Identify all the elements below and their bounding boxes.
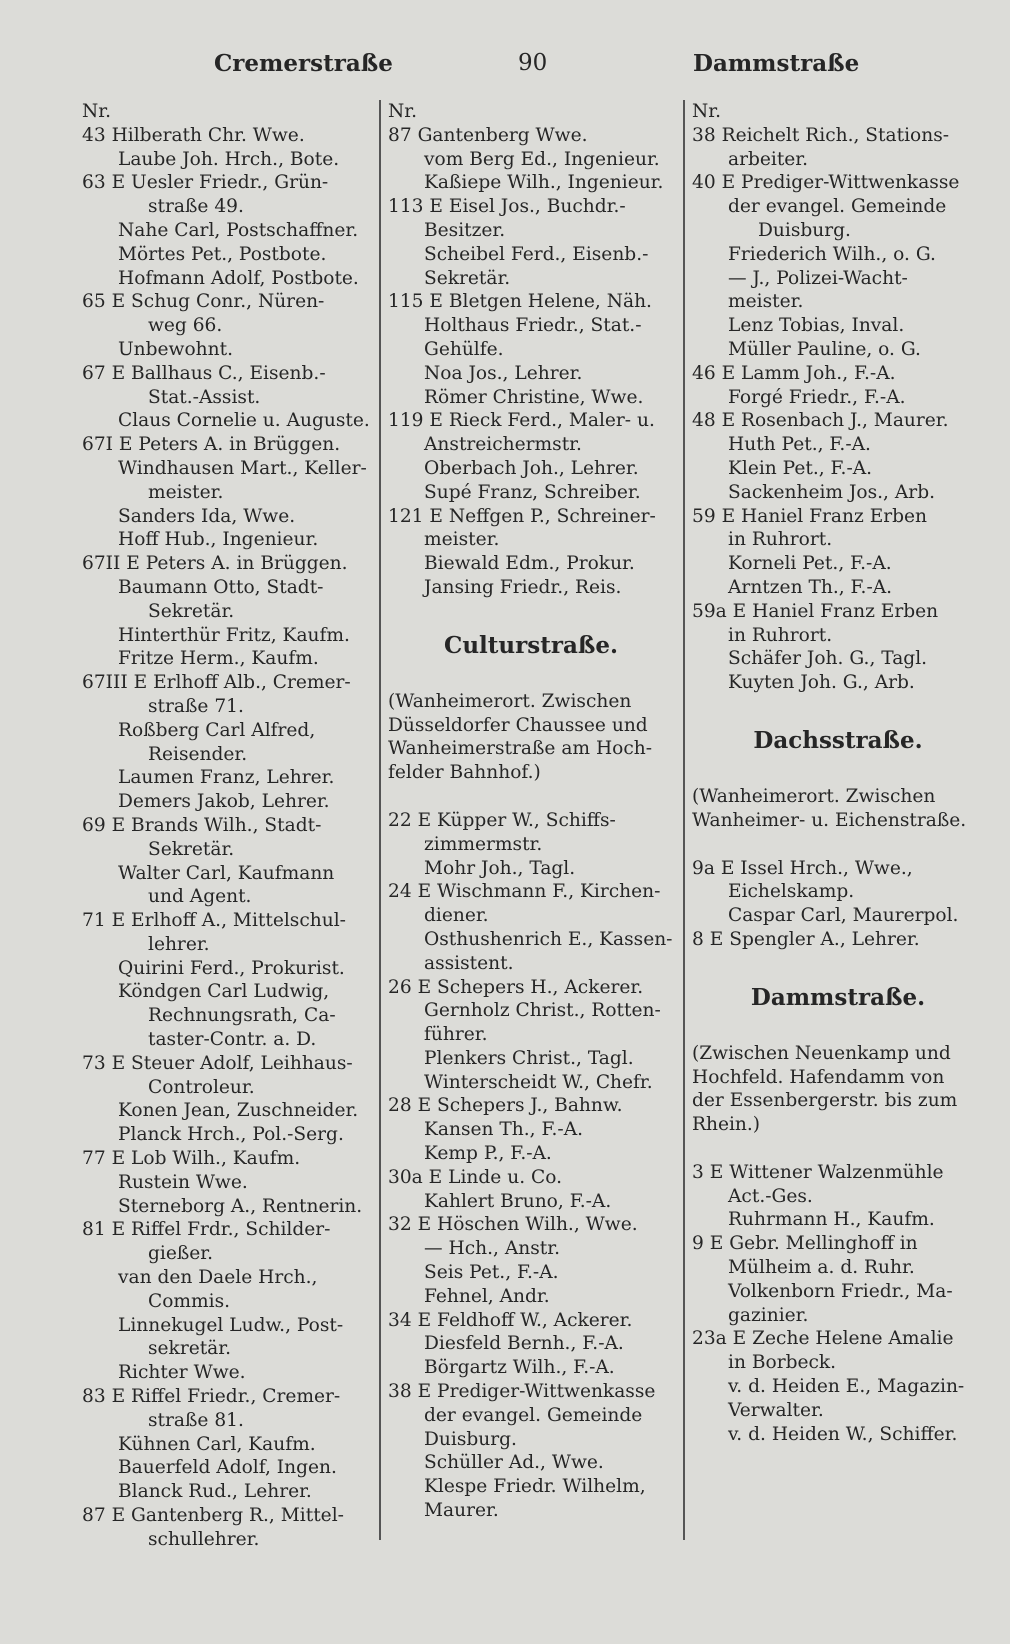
entry-line: 83 E Riffel Friedr., Cremer- bbox=[82, 1386, 341, 1408]
entry-line: Düsseldorfer Chaussee und bbox=[388, 714, 648, 736]
entry-line: Börgartz Wilh., F.-A. bbox=[424, 1357, 615, 1379]
entry-line: Sanders Ida, Wwe. bbox=[118, 505, 296, 527]
entry-line: Huth Pet., F.-A. bbox=[728, 434, 871, 456]
entry-line: arbeiter. bbox=[728, 148, 809, 170]
entry-line: meister. bbox=[424, 529, 500, 551]
entry-line: Kansen Th., F.-A. bbox=[424, 1119, 584, 1141]
entry-line: 23a E Zeche Helene Amalie bbox=[692, 1328, 954, 1350]
entry-line: Stat.-Assist. bbox=[148, 386, 261, 408]
entry-line: 77 E Lob Wilh., Kaufm. bbox=[82, 1148, 301, 1170]
entry-line: Nahe Carl, Postschaffner. bbox=[118, 219, 359, 241]
entry-line: 63 E Uesler Friedr., Grün- bbox=[82, 172, 329, 194]
column-3 bbox=[692, 100, 984, 1446]
entry-line: schullehrer. bbox=[148, 1528, 260, 1550]
entry-line: 38 E Prediger-Wittwenkasse bbox=[388, 1381, 656, 1403]
entry-line: Köndgen Carl Ludwig, bbox=[118, 981, 330, 1003]
culturstrasse-entries bbox=[388, 809, 674, 1523]
entry-line: gazinier. bbox=[728, 1304, 809, 1326]
entry-line: Klein Pet., F.-A. bbox=[728, 457, 873, 479]
entry-line: Fritze Herm., Kaufm. bbox=[118, 648, 319, 670]
entry-line: 67 E Ballhaus C., Eisenb.- bbox=[82, 362, 326, 384]
entry-line: Besitzer. bbox=[424, 219, 506, 241]
entry-line: Act.-Ges. bbox=[728, 1185, 813, 1207]
entry-line: Walter Carl, Kaufmann bbox=[118, 862, 335, 884]
entry-line: 71 E Erlhoff A., Mittelschul- bbox=[82, 910, 346, 932]
entry-line: Unbewohnt. bbox=[118, 338, 233, 360]
entry-line: Diesfeld Bernh., F.-A. bbox=[424, 1333, 624, 1355]
entry-line: 113 E Eisel Jos., Buchdr.- bbox=[388, 196, 626, 218]
column-rule bbox=[379, 100, 381, 1540]
entry-line: Holthaus Friedr., Stat.- bbox=[424, 315, 642, 337]
entry-line: in Ruhrort. bbox=[728, 529, 833, 551]
entry-line: Oberbach Joh., Lehrer. bbox=[424, 457, 639, 479]
entry-line: Duisburg. bbox=[424, 1428, 517, 1450]
entry-line: 121 E Neffgen P., Schreiner- bbox=[388, 505, 656, 527]
entry-line: führer. bbox=[424, 1024, 488, 1046]
entry-line: straße 81. bbox=[148, 1409, 244, 1431]
entry-line: Kemp P., F.-A. bbox=[424, 1143, 552, 1165]
entry-line: Blanck Rud., Lehrer. bbox=[118, 1481, 312, 1503]
entry-line: Forgé Friedr., F.-A. bbox=[728, 386, 906, 408]
entry-line: der evangel. Gemeinde bbox=[728, 196, 947, 218]
entry-line: taster-Contr. a. D. bbox=[148, 1029, 317, 1051]
entry-line: Claus Cornelie u. Auguste. bbox=[118, 410, 370, 432]
cremerstrasse-continued bbox=[388, 100, 674, 600]
entry-line: Seis Pet., F.-A. bbox=[424, 1262, 559, 1284]
dachsstrasse-entries bbox=[692, 857, 984, 952]
entry-line: Jansing Friedr., Reis. bbox=[424, 576, 622, 598]
entry-line: Nr. bbox=[388, 101, 418, 122]
entry-line: Ruhrmann H., Kaufm. bbox=[728, 1209, 935, 1231]
entry-line: Rechnungsrath, Ca- bbox=[148, 1005, 336, 1027]
entry-line: 24 E Wischmann F., Kirchen- bbox=[388, 881, 661, 903]
entry-line: Kaßiepe Wilh., Ingenieur. bbox=[424, 172, 664, 194]
entry-line: straße 49. bbox=[148, 196, 244, 218]
entry-line: Sekretär. bbox=[148, 838, 235, 860]
entry-line: 48 E Rosenbach J., Maurer. bbox=[692, 410, 949, 432]
entry-line: Commis. bbox=[148, 1290, 231, 1312]
entry-line: 32 E Höschen Wilh., Wwe. bbox=[388, 1214, 638, 1236]
entry-line: Nr. bbox=[692, 101, 722, 122]
entry-line: Korneli Pet., F.-A. bbox=[728, 553, 892, 575]
entry-line: 22 E Küpper W., Schiffs- bbox=[388, 809, 616, 831]
entry-line: meister. bbox=[728, 291, 804, 313]
entry-line: Roßberg Carl Alfred, bbox=[118, 719, 316, 741]
dammstrasse-continued bbox=[692, 100, 984, 695]
entry-line: 26 E Schepers H., Ackerer. bbox=[388, 976, 644, 998]
entry-line: Baumann Otto, Stadt- bbox=[118, 576, 324, 598]
column-2 bbox=[388, 100, 674, 1523]
entry-line: Windhausen Mart., Keller- bbox=[118, 457, 367, 479]
section-title-dachsstrasse: Dachsstraße. bbox=[753, 726, 923, 754]
entry-line: Mülheim a. d. Ruhr. bbox=[728, 1257, 915, 1279]
entry-line: 65 E Schug Conr., Nüren- bbox=[82, 291, 325, 313]
entry-line: und Agent. bbox=[148, 886, 252, 908]
entry-line: Caspar Carl, Maurerpol. bbox=[728, 905, 959, 927]
running-header-right: Dammstraße bbox=[693, 50, 860, 77]
entry-line: zimmermstr. bbox=[424, 833, 543, 855]
entry-line: Winterscheidt W., Chefr. bbox=[424, 1071, 653, 1093]
entry-line: Römer Christine, Wwe. bbox=[424, 386, 644, 408]
entry-line: Supé Franz, Schreiber. bbox=[424, 481, 641, 503]
entry-line: 59a E Haniel Franz Erben bbox=[692, 600, 939, 622]
entry-line: Demers Jakob, Lehrer. bbox=[118, 791, 330, 813]
entry-line: straße 71. bbox=[148, 695, 244, 717]
entry-line: v. d. Heiden E., Magazin- bbox=[728, 1376, 965, 1398]
entry-line: gießer. bbox=[148, 1243, 214, 1265]
entry-line: Mörtes Pet., Postbote. bbox=[118, 243, 327, 265]
entry-line: Lenz Tobias, Inval. bbox=[728, 315, 905, 337]
entry-line: Laube Joh. Hrch., Bote. bbox=[118, 148, 340, 170]
section-description bbox=[692, 1042, 984, 1137]
entry-line: Osthushenrich E., Kassen- bbox=[424, 928, 673, 950]
entry-line: 119 E Rieck Ferd., Maler- u. bbox=[388, 410, 655, 432]
section-title-culturstrasse: Culturstraße. bbox=[444, 631, 618, 659]
entry-line: Müller Pauline, o. G. bbox=[728, 338, 921, 360]
entry-line: Volkenborn Friedr., Ma- bbox=[728, 1280, 953, 1302]
entry-line: Controleur. bbox=[148, 1076, 255, 1098]
entry-line: Eichelskamp. bbox=[728, 881, 855, 903]
entry-line: felder Bahnhof.) bbox=[388, 762, 541, 784]
entry-line: Wanheimerstraße am Hoch- bbox=[388, 738, 653, 760]
entry-line: Gehülfe. bbox=[424, 338, 504, 360]
entry-line: Klespe Friedr. Wilhelm, bbox=[424, 1476, 646, 1498]
entry-line: Fehnel, Andr. bbox=[424, 1285, 550, 1307]
section-description bbox=[388, 690, 674, 785]
entry-line: 34 E Feldhoff W., Ackerer. bbox=[388, 1309, 633, 1331]
entry-line: 28 E Schepers J., Bahnw. bbox=[388, 1095, 623, 1117]
entry-line: Arntzen Th., F.-A. bbox=[728, 576, 893, 598]
entry-line: Friederich Wilh., o. G. bbox=[728, 243, 936, 265]
entry-line: 9 E Gebr. Mellinghoff in bbox=[692, 1233, 918, 1255]
section-title-dammstrasse: Dammstraße. bbox=[750, 983, 926, 1011]
entry-line: in Ruhrort. bbox=[728, 624, 833, 646]
entry-line: 38 Reichelt Rich., Stations- bbox=[692, 124, 950, 146]
entry-line: 46 E Lamm Joh., F.-A. bbox=[692, 362, 896, 384]
entry-line: 81 E Riffel Frdr., Schilder- bbox=[82, 1219, 331, 1241]
entry-line: sekretär. bbox=[148, 1338, 232, 1360]
entry-line: Konen Jean, Zuschneider. bbox=[118, 1100, 359, 1122]
entry-line: (Wanheimerort. Zwischen bbox=[388, 690, 632, 712]
entry-line: lehrer. bbox=[148, 933, 210, 955]
entry-line: Schäfer Joh. G., Tagl. bbox=[728, 648, 928, 670]
entry-line: — Hch., Anstr. bbox=[424, 1238, 561, 1260]
entry-line: 9a E Issel Hrch., Wwe., bbox=[692, 857, 913, 879]
entry-line: Nr. bbox=[82, 101, 112, 122]
entry-line: Sekretär. bbox=[424, 267, 511, 289]
entry-line: Hinterthür Fritz, Kaufm. bbox=[118, 624, 350, 646]
entry-line: Rustein Wwe. bbox=[118, 1171, 248, 1193]
entry-line: Noa Jos., Lehrer. bbox=[424, 362, 583, 384]
entry-line: (Wanheimerort. Zwischen bbox=[692, 785, 936, 807]
entry-line: 67II E Peters A. in Brüggen. bbox=[82, 553, 348, 575]
entry-line: (Zwischen Neuenkamp und bbox=[692, 1042, 951, 1064]
entry-line: 40 E Prediger-Wittwenkasse bbox=[692, 172, 960, 194]
entry-line: Gernholz Christ., Rotten- bbox=[424, 1000, 661, 1022]
entry-line: Planck Hrch., Pol.-Serg. bbox=[118, 1124, 344, 1146]
entry-line: 69 E Brands Wilh., Stadt- bbox=[82, 814, 322, 836]
page-number: 90 bbox=[518, 50, 548, 76]
entry-line: Linnekugel Ludw., Post- bbox=[118, 1314, 344, 1336]
entry-line: 73 E Steuer Adolf, Leihhaus- bbox=[82, 1052, 353, 1074]
entry-line: 59 E Haniel Franz Erben bbox=[692, 505, 928, 527]
entry-line: Schüller Ad., Wwe. bbox=[424, 1452, 604, 1474]
section-description bbox=[692, 785, 984, 833]
entry-line: 30a E Linde u. Co. bbox=[388, 1166, 563, 1188]
entry-line: 8 E Spengler A., Lehrer. bbox=[692, 928, 920, 950]
entry-line: Hofmann Adolf, Postbote. bbox=[118, 267, 359, 289]
entry-line: diener. bbox=[424, 905, 489, 927]
entry-line: Laumen Franz, Lehrer. bbox=[118, 767, 335, 789]
entry-line: 87 Gantenberg Wwe. bbox=[388, 124, 588, 146]
entry-line: 87 E Gantenberg R., Mittel- bbox=[82, 1505, 344, 1527]
entry-line: 115 E Bletgen Helene, Näh. bbox=[388, 291, 652, 313]
entry-line: Sterneborg A., Rentnerin. bbox=[118, 1195, 363, 1217]
entry-line: — J., Polizei-Wacht- bbox=[728, 267, 908, 289]
dammstrasse-entries bbox=[692, 1161, 984, 1447]
entry-line: Richter Wwe. bbox=[118, 1362, 246, 1384]
entry-line: Wanheimer- u. Eichenstraße. bbox=[692, 809, 967, 831]
column-rule bbox=[683, 100, 685, 1540]
entry-line: assistent. bbox=[424, 952, 514, 974]
entry-line: Sackenheim Jos., Arb. bbox=[728, 481, 936, 503]
entry-line: Scheibel Ferd., Eisenb.- bbox=[424, 243, 649, 265]
entry-line: der evangel. Gemeinde bbox=[424, 1404, 643, 1426]
entry-line: Plenkers Christ., Tagl. bbox=[424, 1047, 634, 1069]
entry-line: Biewald Edm., Prokur. bbox=[424, 553, 635, 575]
entry-line: Quirini Ferd., Prokurist. bbox=[118, 957, 345, 979]
entry-line: weg 66. bbox=[148, 315, 223, 337]
entry-line: Duisburg. bbox=[758, 219, 851, 241]
entry-line: Rhein.) bbox=[692, 1114, 761, 1136]
entry-line: Mohr Joh., Tagl. bbox=[424, 857, 576, 879]
entry-line: der Essenbergerstr. bis zum bbox=[692, 1090, 958, 1112]
entry-line: in Borbeck. bbox=[728, 1352, 837, 1374]
entry-line: Bauerfeld Adolf, Ingen. bbox=[118, 1457, 337, 1479]
entry-line: Kühnen Carl, Kaufm. bbox=[118, 1433, 316, 1455]
entry-line: Anstreichermstr. bbox=[424, 434, 582, 456]
running-header-left: Cremerstraße bbox=[214, 50, 393, 77]
entry-line: Reisender. bbox=[148, 743, 248, 765]
entry-line: 43 Hilberath Chr. Wwe. bbox=[82, 124, 305, 146]
entry-line: 3 E Wittener Walzenmühle bbox=[692, 1161, 944, 1183]
entry-line: Hochfeld. Hafendamm von bbox=[692, 1066, 945, 1088]
entry-line: 67III E Erlhoff Alb., Cremer- bbox=[82, 672, 351, 694]
entry-line: v. d. Heiden W., Schiffer. bbox=[728, 1423, 958, 1445]
entry-line: Sekretär. bbox=[148, 600, 235, 622]
entry-line: Verwalter. bbox=[728, 1399, 824, 1421]
column-1 bbox=[82, 100, 372, 1552]
entry-line: Maurer. bbox=[424, 1500, 499, 1522]
entry-line: 67I E Peters A. in Brüggen. bbox=[82, 434, 341, 456]
entry-line: meister. bbox=[148, 481, 224, 503]
entry-line: Kahlert Bruno, F.-A. bbox=[424, 1190, 612, 1212]
entry-line: Hoff Hub., Ingenieur. bbox=[118, 529, 319, 551]
entry-line: Kuyten Joh. G., Arb. bbox=[728, 672, 915, 694]
entry-line: vom Berg Ed., Ingenieur. bbox=[424, 148, 660, 170]
entry-line: van den Daele Hrch., bbox=[118, 1267, 318, 1289]
